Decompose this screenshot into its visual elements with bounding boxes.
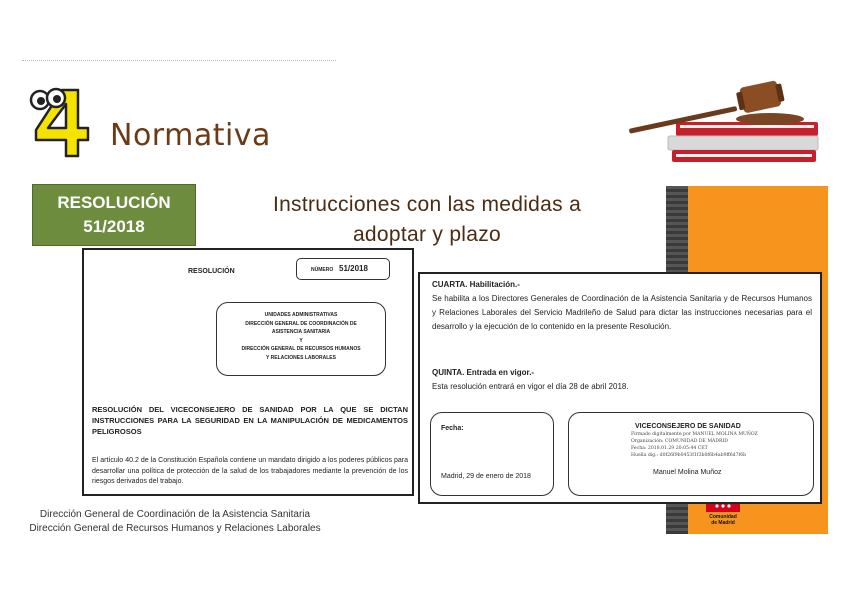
doc-number-label: NÚMERO xyxy=(311,267,334,273)
gavel-books-icon xyxy=(620,74,824,166)
document-excerpt-final-page xyxy=(418,272,822,504)
stamp-line: Firmado digitalmente por MANUEL MOLINA MUÑOZ xyxy=(631,432,758,437)
top-divider xyxy=(22,60,336,61)
doc-heading-cuarta: CUARTA. Habilitación.- xyxy=(432,280,520,289)
doc-signer-title: VICECONSEJERO DE SANIDAD xyxy=(635,423,741,430)
badge-line2: 51/2018 xyxy=(83,217,145,236)
doc-body-text: El artículo 40.2 de la Constitución Española contiene un mandato dirigido a los poderes públicos para desarrollar una política de protección de la salud de los trabajadores mediante la prevención de los riesgos derivados del trabajo. xyxy=(92,457,408,485)
doc-date-value: Madrid, 29 de enero de 2018 xyxy=(441,473,531,480)
badge-line1: RESOLUCIÓN xyxy=(57,193,171,212)
resolution-badge xyxy=(32,184,196,246)
digital-signature-stamp xyxy=(631,431,807,459)
doc-heading-quinta: QUINTA. Entrada en vigor.- xyxy=(432,368,535,377)
doc-unit-line: Y RELACIONES LABORALES xyxy=(266,354,336,361)
brand-name-line2: de Madrid xyxy=(711,520,735,526)
doc-signature-box xyxy=(568,412,814,496)
footer-line1: Dirección General de Coordinación de la Asistencia Sanitaria xyxy=(39,509,311,520)
brand-name-line1: Comunidad xyxy=(709,514,737,520)
doc-paragraph-quinta: Esta resolución entrará en vigor el día 28 de abril 2018. xyxy=(432,382,629,391)
doc-unit-line: Y xyxy=(299,337,303,344)
stamp-line: Huella dig.: d0f26f9b0453f1f3b0f6b4ab9ff6d7f6b xyxy=(631,453,747,458)
doc-title: RESOLUCIÓN DEL VICECONSEJERO DE SANIDAD POR LA QUE SE DICTAN INSTRUCCIONES PARA LA SEGURIDAD EN LA MANIPULACIÓN DE MEDICAMENTOS PELIGROSOS xyxy=(92,405,408,436)
doc-signer-name: Manuel Molina Muñoz xyxy=(653,469,722,476)
stamp-line: Fecha: 2018.01.29 20:05:44 CET xyxy=(631,446,708,451)
doc-date-label: Fecha: xyxy=(441,425,464,432)
doc-unit-line: DIRECCIÓN GENERAL DE RECURSOS HUMANOS xyxy=(241,346,361,352)
doc-unit-line: UNIDADES ADMINISTRATIVAS xyxy=(264,312,338,318)
document-excerpt-first-page xyxy=(82,248,414,496)
headline xyxy=(232,190,622,250)
headline-line2: adoptar y plazo xyxy=(352,223,502,246)
headline-line1: Instrucciones con las medidas a xyxy=(272,193,582,216)
number-four-eyes-icon xyxy=(28,84,98,160)
doc-unit-line: ASISTENCIA SANITARIA xyxy=(271,329,331,335)
doc-date-box xyxy=(430,412,554,496)
doc-paragraph-cuarta: Se habilita a los Directores Generales de Coordinación de la Asistencia Sanitaria y de Recursos Humanos y Relaciones Laborales del Servicio Madrileño de Salud para dictar las instrucciones necesarias para el desarrollo y la ejecución de lo contenido en la presente Resolución. xyxy=(432,294,812,331)
doc-resolution-label: RESOLUCIÓN xyxy=(188,268,235,275)
footer-line2: Dirección General de Recursos Humanos y Relaciones Laborales xyxy=(29,523,321,534)
brand-name xyxy=(706,514,740,526)
doc-unit-line: DIRECCIÓN GENERAL DE COORDINACIÓN DE xyxy=(245,320,357,327)
doc-number-box xyxy=(296,258,390,280)
doc-number-value: 51/2018 xyxy=(339,264,368,273)
section-title: Normativa xyxy=(110,118,271,153)
doc-units-box xyxy=(216,302,386,376)
footer-credits xyxy=(0,508,350,536)
stamp-line: Organización: COMUNIDAD DE MADRID xyxy=(631,439,728,444)
